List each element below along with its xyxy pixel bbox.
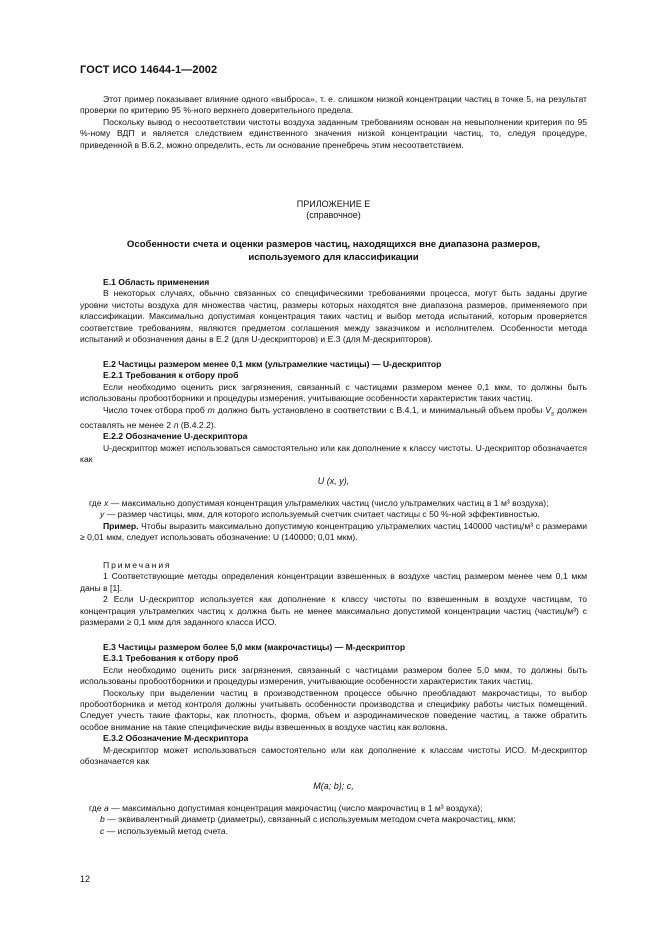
m-formula-block [80,781,587,792]
section-e2 [80,359,587,465]
e2-2-heading: Е.2.2 Обозначение U-дескриптора [103,431,248,442]
where-word: где [89,498,102,508]
m-definitions [80,803,587,837]
intro-block [80,94,587,151]
standard-header: ГОСТ ИСО 14644-1—2002 [80,64,218,76]
e1-heading: Е.1 Область применения [103,277,210,287]
annex-label: ПРИЛОЖЕНИЕ Е [296,199,371,209]
note-2: 2 Если U-дескриптор используется как дополнение к классу чистоты по взвешенным в воздухе частицам, то концентрация ультрамелких частиц x должна быть не менее максимально допустимой концентрации частиц (частиц/м³) с размерами ≥ 0,1 мкм для заданного класса ИСО. [80,594,587,628]
e3-heading: Е.3 Частицы размером более 5,0 мкм (макрочастицы) — М-дескриптор [103,642,406,652]
e1-text: В некоторых случаях, обычно связанных со специфическими требованиями процесса, могут быть заданы другие уровни чистоты воздуха для множества частиц, размеры которых находятся вне диапазона размеров, применяемого при классификации. Максимально допустимая концентрация таких частиц и выбор метода испытаний, которым проверяется соответствие требованиям, являются предметом соглашения между заказчиком и исполнителем. Особенности метода испытаний и обозначения даны в Е.2 (для U-дескрипторов) и Е.3 (для М-дескрипторов). [80,288,587,345]
annex-title-block [110,239,557,264]
u-definition-x [80,498,587,509]
def-c-text: — используемый метод счета. [106,825,229,836]
page-number: 12 [80,874,91,884]
e2-1-p2-vs-sub: s [550,410,555,418]
intro-paragraph-2: Поскольку вывод о несоответствии чистоты воздуха заданным требованиям основан на невыполнении критерия по 95 %-ному ВДП и является следствием единственного значения низкой концентрации частиц, то, следуя процедуре, приведенной в В.6.2, можно определить, есть ли основание пренебречь этим несоответствием. [80,116,587,150]
m-definition-b [80,814,587,825]
example-label: Пример. [103,520,139,531]
e3-1-paragraph-1: Если необходимо оценить риск загрязнения, связанный с частицами размером более 5,0 мкм, то должны быть использованы пробоотборники и процедуры измерения, учитывающие особенности характеристик таких частиц. [80,664,587,687]
e3-1-heading: Е.3.1 Требования к отбору проб [103,653,239,664]
e2-1-p2-part-c: должен составлять не менее 2 л (В.4.2.2). [80,404,587,430]
section-e1 [80,277,587,345]
section-e3 [80,642,587,767]
var-x: x [103,498,109,508]
example-paragraph [80,521,587,544]
var-c: c [100,825,105,836]
e2-1-paragraph-2 [80,405,587,432]
note-1: 1 Соответствующие методы определения концентрации взвешенных в воздухе частиц размером менее чем 0,1 мкм даны в [1]. [80,571,587,593]
e3-2-heading: Е.3.2 Обозначение М-дескриптора [103,733,249,744]
where-word-m: где [89,803,102,813]
u-definition-y [80,509,587,520]
m-definition-c [80,826,587,837]
def-a-text: — максимально допустимая концентрация макрочастиц (число макрочастиц в 1 м³ воздуха); [111,803,483,813]
def-x-text: — максимально допустимая концентрация ультрамелких частиц (число ультрамелких частиц в 1 м³ воздуха); [110,498,549,508]
e2-1-p2-part-b: должно быть установлено в соответствии с В.4.1, и минимальный объем пробы [217,404,543,415]
e2-1-p2-part-a: Число точек отбора проб [103,404,205,415]
e2-1-p2-vs: V [545,404,551,415]
e2-1-paragraph-1: Если необходимо оценить риск загрязнения, связанный с частицами размером менее 0,1 мкм, то должны быть использованы пробоотборники и процедуры измерения, учитывающие особенности характеристик таких частиц. [80,381,587,404]
intro-paragraph-1: Этот пример показывает влияние одного «выброса», т. е. слишком низкой концентрации частиц в точке 5, на результат проверки по критерию 95 %-ного верхнего доверительного предела. [80,94,587,116]
m-formula: М(a; b); c, [313,781,354,791]
notes-block [80,560,587,628]
notes-label: Примечания [103,560,172,570]
m-definition-a [80,803,587,814]
var-b: b [100,814,105,825]
e3-1-paragraph-2: Поскольку при выделении частиц в производственном процессе обычно преобладают макрочастицы, то выбор пробоотборника и метод контроля должны учитывать особенности производства и специфику работы чистых помещений. Следует учесть такие факторы, как плотность, форма, объем и аэродинамическое поведение частиц, а также обратить особое внимание на такие специфические виды взвешенных в воздухе частиц как волокна. [80,687,587,732]
def-b-text: — эквивалентный диаметр (диаметры), связанный с используемым методом счета макрочастиц, мкм; [107,814,516,825]
e2-2-text: U-дескриптор может использоваться самостоятельно или как дополнение к классу чистоты. U-дескриптор обозначается как [80,442,587,464]
var-a: a [103,803,109,813]
var-y: y [100,509,105,520]
u-formula-block [80,476,587,487]
e2-1-heading: Е.2.1 Требования к отбору проб [103,370,239,381]
annex-heading [80,199,587,222]
example-text: Чтобы выразить максимально допустимую концентрацию ультрамелких частиц 140000 частиц/м³ с размерами ≥ 0,01 мкм, следует использовать обозначение: U (140000; 0,01 мкм). [80,520,587,543]
annex-title: Особенности счета и оценки размеров частиц, находящихся вне диапазона размеров, используемого для классификации [126,239,541,263]
u-formula: U (x, y), [317,476,350,486]
annex-kind: (справочное) [306,210,361,221]
e3-2-text: М-дескриптор может использоваться самостоятельно или как дополнение к классам чистоты ИСО. М-дескриптор обозначается как [80,744,587,767]
def-y-text: — размер частицы, мкм, для которого используемый счетчик считает частицы с 50 %-ной эффективностью. [106,509,540,520]
u-definitions [80,498,587,544]
e2-heading: Е.2 Частицы размером менее 0,1 мкм (ультрамелкие частицы) — U-дескриптор [103,359,442,369]
e2-1-p2-var-m: m [207,404,215,415]
